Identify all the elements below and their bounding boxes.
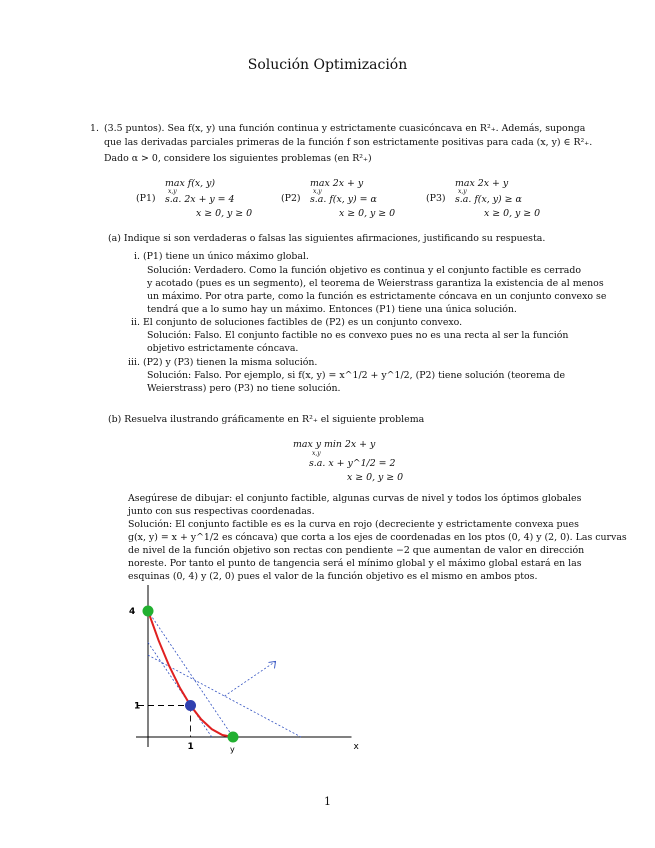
p2-line-2: s.a. f(x, y) = α: [310, 194, 377, 205]
part-a-prompt: (a) Indique si son verdaderas o falsas las siguientes afirmaciones, justificando su respuesta.: [108, 233, 546, 244]
item-ii-statement: ii. El conjunto de soluciones factibles de (P2) es un conjunto convexo.: [131, 317, 463, 328]
b-solution-4: noreste. Por tanto el punto de tangencia será el mínimo global y el máximo global estará en las: [128, 558, 582, 569]
program-label-p1: (P1): [136, 193, 156, 204]
level-line-1: [148, 643, 212, 738]
b-program-sub: x,y: [312, 450, 321, 457]
item-i-answer-3: un máximo. Por otra parte, como la función es estrictamente cóncava en un conjunto convexo se: [147, 291, 607, 302]
x-axis-label: x: [353, 742, 359, 752]
program-label-p2: (P2): [281, 193, 301, 204]
problem-number: 1.: [90, 123, 99, 134]
intro-line-2: que las derivadas parciales primeras de la función f son estrictamente positivas para cada (x, y) ∈ R²₊.: [104, 137, 593, 148]
intro-line-3: Dado α > 0, considere los siguientes problemas (en R²₊): [104, 153, 372, 164]
point-annotation: y: [230, 745, 235, 754]
p3-line-2: s.a. f(x, y) ≥ α: [455, 194, 522, 205]
point-max-corner-right: [228, 732, 239, 743]
point-max-corner-top: [143, 606, 154, 617]
p1-line-1: max f(x, y): [165, 178, 216, 189]
item-iii-answer-1: Solución: Falso. Por ejemplo, si f(x, y) = x^1/2 + y^1/2, (P2) tiene solución (teorema de: [147, 370, 566, 381]
x-tick-1: 1: [187, 742, 194, 752]
program-label-p3: (P3): [426, 193, 446, 204]
y-tick-4: 4: [129, 607, 136, 617]
point-min-tangency: [185, 700, 196, 711]
item-iii-answer-2: Weierstrass) pero (P3) no tiene solución.: [147, 383, 341, 394]
b-instruction-2: junto con sus respectivas coordenadas.: [128, 506, 315, 517]
p1-sub: x,y: [168, 188, 177, 195]
p2-line-1: max 2x + y: [310, 178, 364, 189]
page-title: Solución Optimización: [247, 57, 408, 73]
b-solution-5: esquinas (0, 4) y (2, 0) pues el valor de la función objetivo es el mismo en ambos ptos.: [128, 571, 538, 582]
b-solution-3: de nivel de la función objetivo son rectas con pendiente −2 que aumentan de valor en dirección: [128, 545, 585, 556]
page-number: 1: [324, 795, 331, 808]
direction-arrow-shaft: [225, 661, 276, 696]
item-ii-answer-2: objetivo estrictamente cóncava.: [147, 343, 299, 354]
b-program-line-2: s.a. x + y^1/2 = 2: [309, 458, 396, 469]
part-b-prompt: (b) Resuelva ilustrando gráficamente en R²₊ el siguiente problema: [108, 414, 425, 425]
intro-line-1: (3.5 puntos). Sea f(x, y) una función continua y estrictamente cuasicóncava en R²₊. Además, suponga: [104, 123, 586, 134]
y-tick-1: 1: [134, 701, 141, 712]
item-ii-answer-1: Solución: Falso. El conjunto factible no es convexo pues no es una recta al ser la función: [147, 330, 569, 341]
item-i-statement: i. (P1) tiene un único máximo global.: [134, 251, 309, 262]
p3-line-3: x ≥ 0, y ≥ 0: [484, 208, 541, 219]
b-program-line-1: max y min 2x + y: [293, 439, 376, 450]
b-instruction-1: Asegúrese de dibujar: el conjunto factible, algunas curvas de nivel y todos los óptimos globales: [128, 493, 582, 504]
p1-line-2: s.a. 2x + y = 4: [165, 194, 235, 205]
p1-line-3: x ≥ 0, y ≥ 0: [196, 208, 253, 219]
item-i-answer-4: tendrá que a lo sumo hay un máximo. Entonces (P1) tiene una única solución.: [147, 304, 517, 315]
item-iii-statement: iii. (P2) y (P3) tienen la misma solución.: [128, 357, 318, 368]
b-program-line-3: x ≥ 0, y ≥ 0: [347, 472, 404, 483]
feasible-set-chart: [120, 585, 370, 760]
p3-sub: x,y: [458, 188, 467, 195]
b-solution-1: Solución: El conjunto factible es es la curva en rojo (decreciente y estrictamente convexa pues: [128, 519, 579, 530]
p2-line-3: x ≥ 0, y ≥ 0: [339, 208, 396, 219]
item-i-answer-1: Solución: Verdadero. Como la función objetivo es continua y el conjunto factible es cerrado: [147, 265, 582, 276]
b-solution-2: g(x, y) = x + y^1/2 es cóncava) que corta a los ejes de coordenadas en los ptos (0, 4) y (2, 0). Las curvas: [128, 532, 627, 543]
item-i-answer-2: y acotado (pues es un segmento), el teorema de Weierstrass garantiza la existencia de al menos: [147, 278, 604, 289]
p3-line-1: max 2x + y: [455, 178, 509, 189]
p2-sub: x,y: [313, 188, 322, 195]
